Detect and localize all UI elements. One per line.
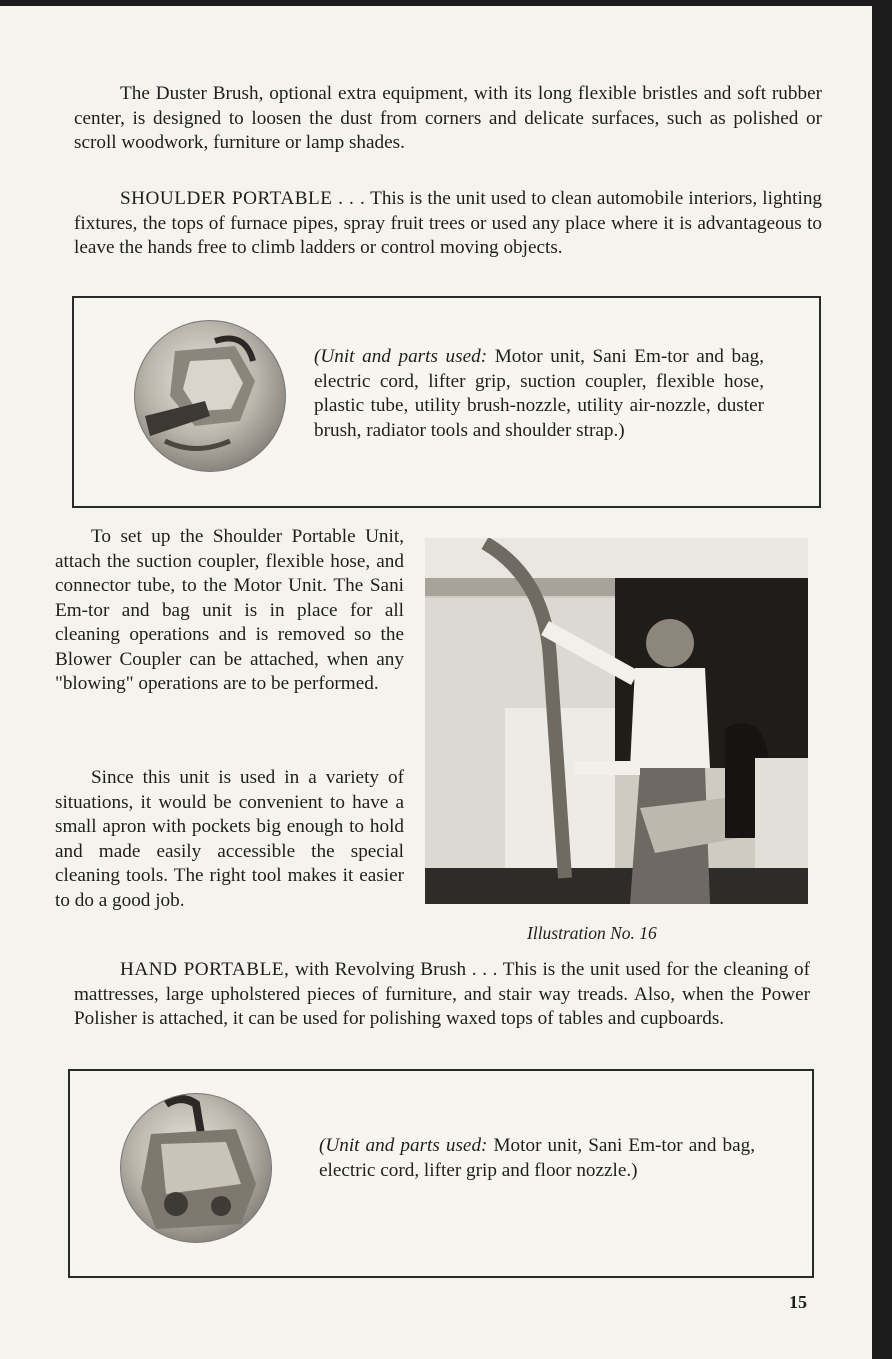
apron-paragraph: Since this unit is used in a variety of situations, it would be convenient to have a small apron with pockets big enough to hold and made easily accessible the special cleaning tools. The right tool makes it easier to do a good job. [55, 767, 404, 911]
hand-portable-paragraph [74, 958, 810, 1032]
page-number: 15 [789, 1292, 807, 1312]
parts-text: Motor unit, Sani Em-tor and bag, electric cord, lifter grip and floor nozzle.) [319, 1135, 755, 1181]
parts-list-hand [319, 1134, 755, 1183]
duster-paragraph: The Duster Brush, optional extra equipment, with its long flexible bristles and soft rubber center, is designed to loosen the dust from corners and delicate surfaces, such as polished or scroll woodwork, furniture or lamp shades. [74, 83, 822, 153]
parts-box-hand [68, 1069, 814, 1278]
parts-box-shoulder [72, 296, 821, 508]
page [0, 6, 872, 1359]
parts-label: (Unit and parts used: [319, 1135, 488, 1156]
hand-unit-photo [120, 1093, 272, 1243]
setup-paragraph: To set up the Shoulder Portable Unit, attach the suction coupler, flexible hose, and connector tube, to the Motor Unit. The Sani Em-tor and bag unit is in place for all cleaning operations and is removed so the Blower Coupler can be attached, when any "blowing" operations are to be performed. [55, 526, 404, 694]
parts-text: Motor unit, Sani Em-tor and bag, electric cord, lifter grip, suction coupler, flexible hose, plastic tube, utility brush-nozzle, utility air-nozzle, duster brush, radiator tools and shoulder strap.) [314, 346, 765, 441]
shoulder-unit-photo [134, 320, 286, 472]
shoulder-paragraph [74, 187, 822, 261]
illustration-caption: Illustration No. 16 [527, 923, 657, 943]
hand-body: with Revolving Brush . . . This is the unit used for the cleaning of mattresses, large upholstered pieces of furniture, and stair way treads. Also, when the Power Polisher is attached, it can be used for polishing waxed tops of tables and cupboards. [74, 959, 810, 1029]
hand-heading: HAND PORTABLE, [120, 959, 290, 980]
shoulder-body: This is the unit used to clean automobile interiors, lighting fixtures, the tops of furnace pipes, spray fruit trees or used any place where it is advantageous to leave the hands free to climb ladders or control moving objects. [74, 188, 823, 258]
parts-label: (Unit and parts used: [314, 346, 488, 367]
page-edge [872, 0, 892, 1359]
illustration-16-photo [425, 538, 808, 904]
shoulder-heading: SHOULDER PORTABLE . . . [120, 188, 366, 209]
parts-list-shoulder [314, 345, 764, 443]
